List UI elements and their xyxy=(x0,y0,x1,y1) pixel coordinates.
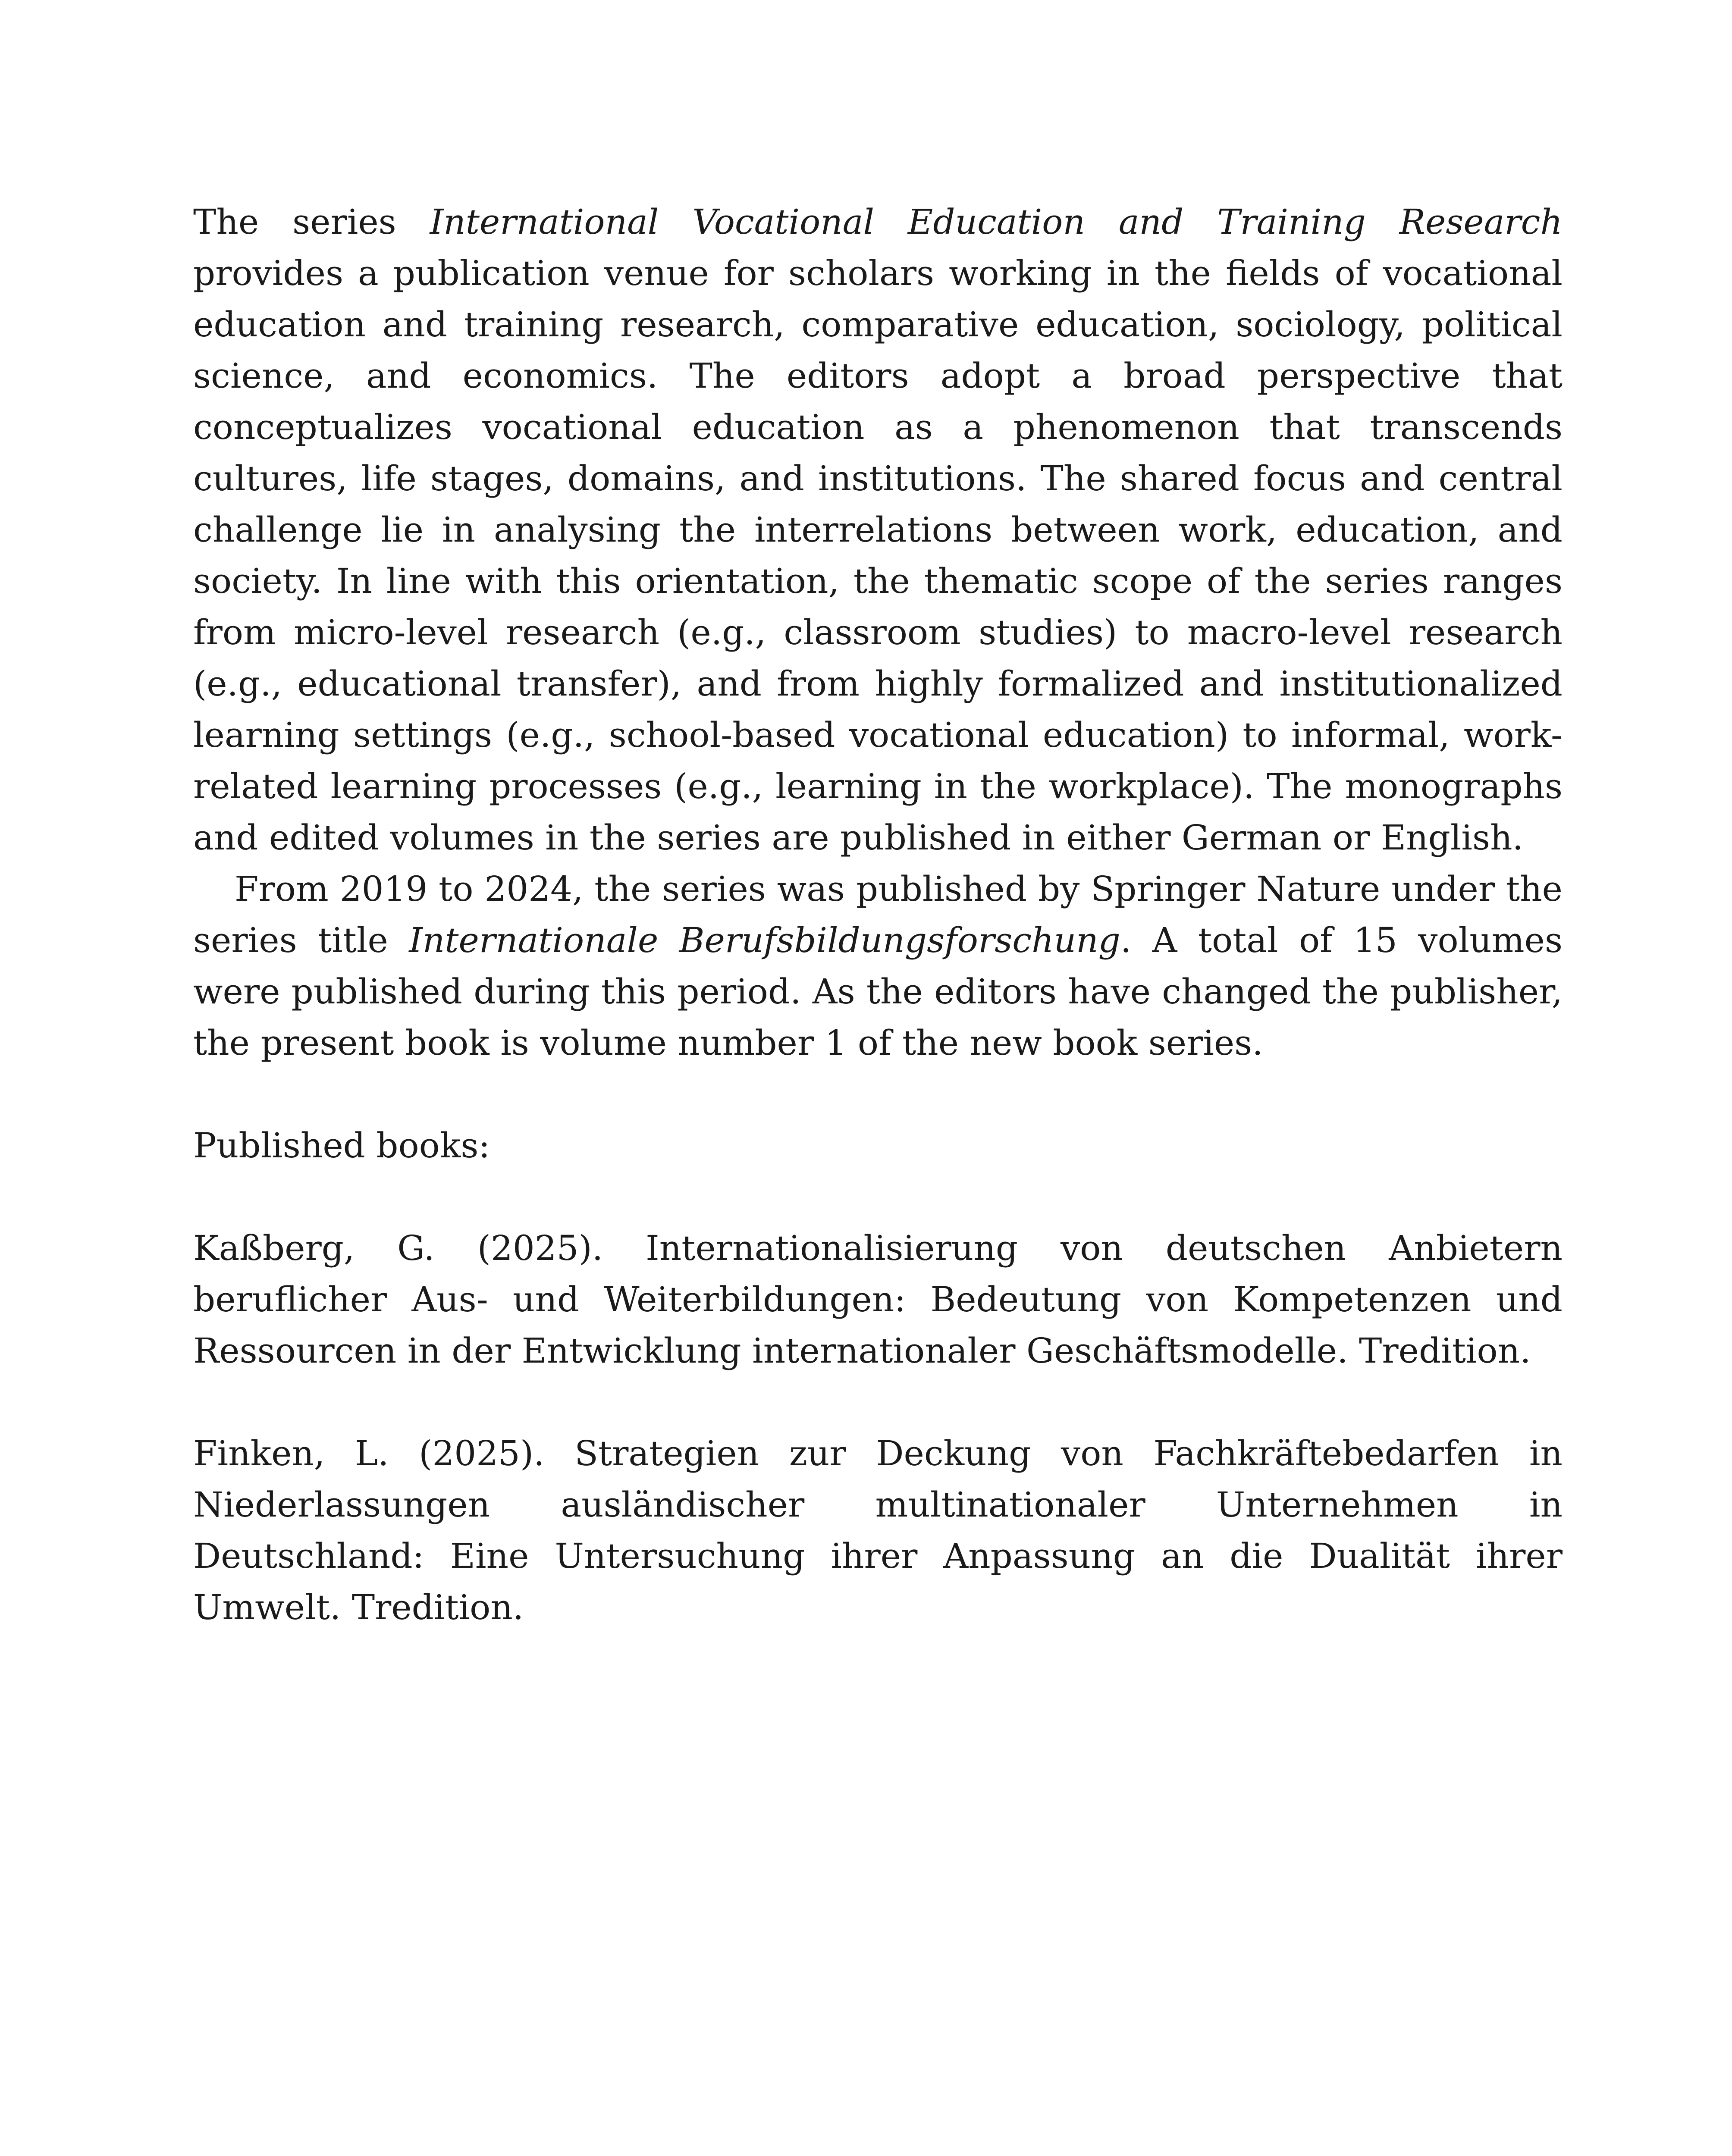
series-history-paragraph xyxy=(193,863,1563,1069)
spacer xyxy=(193,1376,1563,1428)
book-reference-finken: Finken, L. (2025). Strategien zur Deckung von Fachkräftebedarfen in Niederlassungen ausländischer multinationaler Unternehmen in Deutschland: Eine Untersuchung ihrer Anpassung an die Dualität ihrer Umwelt. Tredition. xyxy=(193,1433,1563,1627)
series-title-english: International Vocational Education and Training Research xyxy=(430,202,1563,242)
series-history-lead: From 2019 to 2024, the series was published by Springer Nature under the series title xyxy=(193,869,1563,960)
published-books-heading: Published books: xyxy=(193,1125,490,1166)
page-body xyxy=(193,196,1563,1633)
series-history-text: . A total of 15 volumes were published during this period. As the editors have changed the publisher, the present book is volume number 1 of the new book series. xyxy=(193,920,1563,1063)
spacer xyxy=(193,1171,1563,1222)
spacer xyxy=(193,1069,1563,1120)
series-title-german: Internationale Berufsbildungsforschung xyxy=(409,920,1120,960)
series-description-lead: The series xyxy=(193,202,430,242)
book-reference-kassberg: Kaßberg, G. (2025). Internationalisierung von deutschen Anbietern beruflicher Aus- und Weiterbildungen: Bedeutung von Kompetenzen und Ressourcen in der Entwicklung internationaler Geschäftsmodelle. Tredition. xyxy=(193,1228,1563,1371)
series-description-paragraph xyxy=(193,196,1563,863)
series-description-text: provides a publication venue for scholars working in the fields of vocational education and training research, comparative education, sociology, political science, and economics. The editors adopt a broad perspective that conceptualizes vocational education as a phenomenon that transcends cultures, life stages, domains, and institutions. The shared focus and central challenge lie in analysing the interrelations between work, education, and society. In line with this orientation, the thematic scope of the series ranges from micro-level research (e.g., classroom studies) to macro-level research (e.g., educational transfer), and from highly formalized and institutionalized learning settings (e.g., school-based vocational education) to informal, work-related learning processes (e.g., learning in the workplace). The monographs and edited volumes in the series are published in either German or English. xyxy=(193,253,1563,858)
